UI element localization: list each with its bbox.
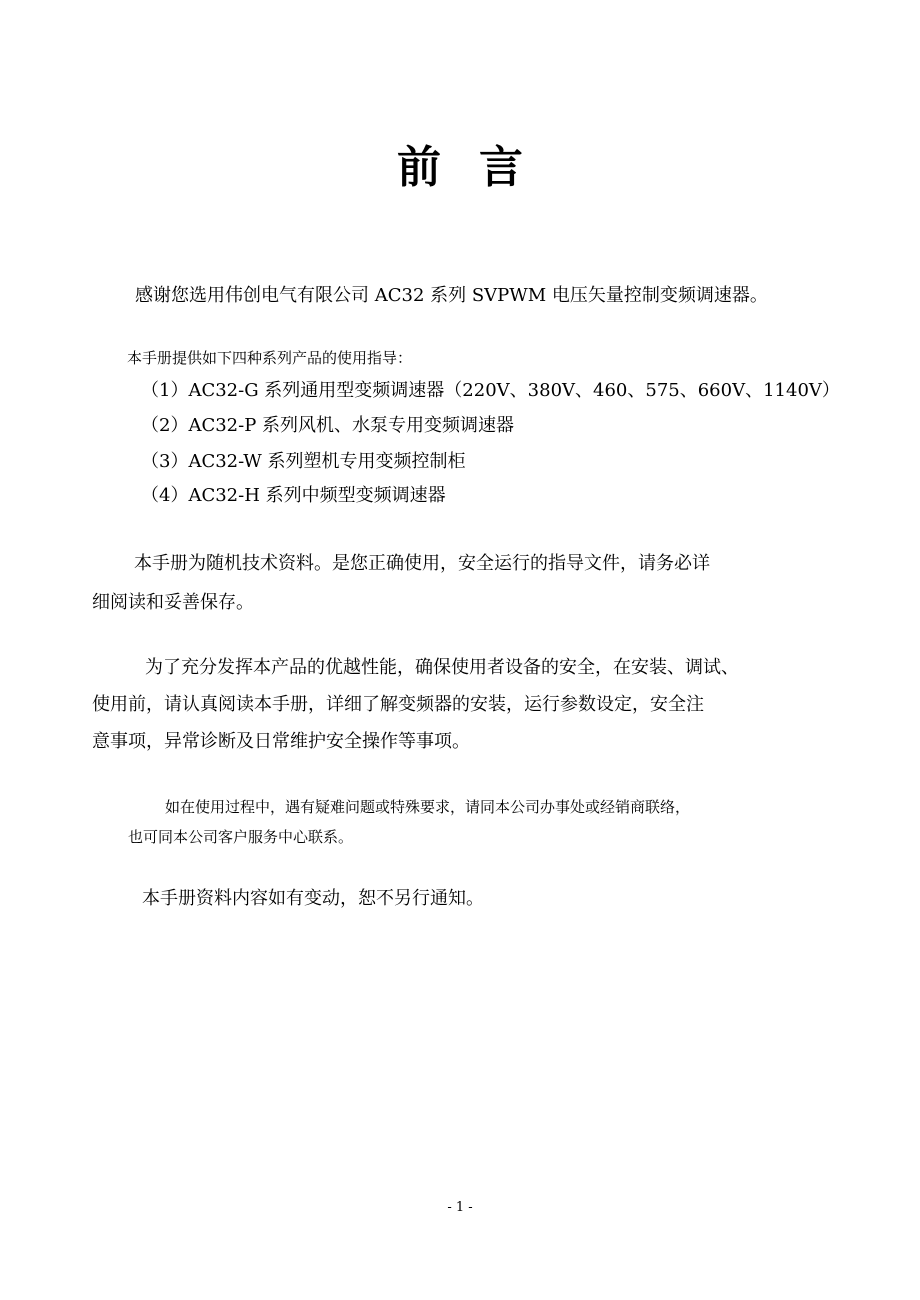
contact-paragraph-line-1: 如在使用过程中，遇有疑难问题或特殊要求，请同本公司办事处或经销商联络， (165, 798, 691, 816)
safety-paragraph-line-3: 意事项，异常诊断及日常维护安全操作等事项。 (92, 731, 470, 752)
series-item-g: （1）AC32-G 系列通用型变频调速器（220V、380V、460、575、660V、1140V） (141, 380, 840, 401)
title-char-1: 前 (397, 142, 441, 193)
manual-paragraph-line-1: 本手册为随机技术资料。是您正确使用，安全运行的指导文件，请务必详 (134, 553, 710, 574)
page-title (0, 138, 920, 198)
thanks-paragraph: 感谢您选用伟创电气有限公司 AC32 系列 SVPWM 电压矢量控制变频调速器。 (135, 285, 768, 306)
series-item-h: （4）AC32-H 系列中频型变频调速器 (141, 485, 446, 506)
manual-paragraph-line-2: 细阅读和妥善保存。 (92, 592, 254, 613)
intro-paragraph: 本手册提供如下四种系列产品的使用指导： (127, 349, 413, 367)
page-number: - 1 - (447, 1200, 473, 1215)
safety-paragraph-line-1: 为了充分发挥本产品的优越性能，确保使用者设备的安全，在安装、调试、 (145, 657, 739, 678)
series-item-p: （2）AC32-P 系列风机、水泵专用变频调速器 (141, 415, 515, 436)
contact-paragraph-line-2: 也可同本公司客户服务中心联系。 (128, 828, 354, 846)
safety-paragraph-line-2: 使用前，请认真阅读本手册，详细了解变频器的安装，运行参数设定，安全注 (92, 694, 704, 715)
notice-paragraph: 本手册资料内容如有变动，恕不另行通知。 (142, 888, 484, 909)
series-item-w: （3）AC32-W 系列塑机专用变频控制柜 (141, 451, 466, 472)
title-char-2: 言 (479, 142, 523, 193)
